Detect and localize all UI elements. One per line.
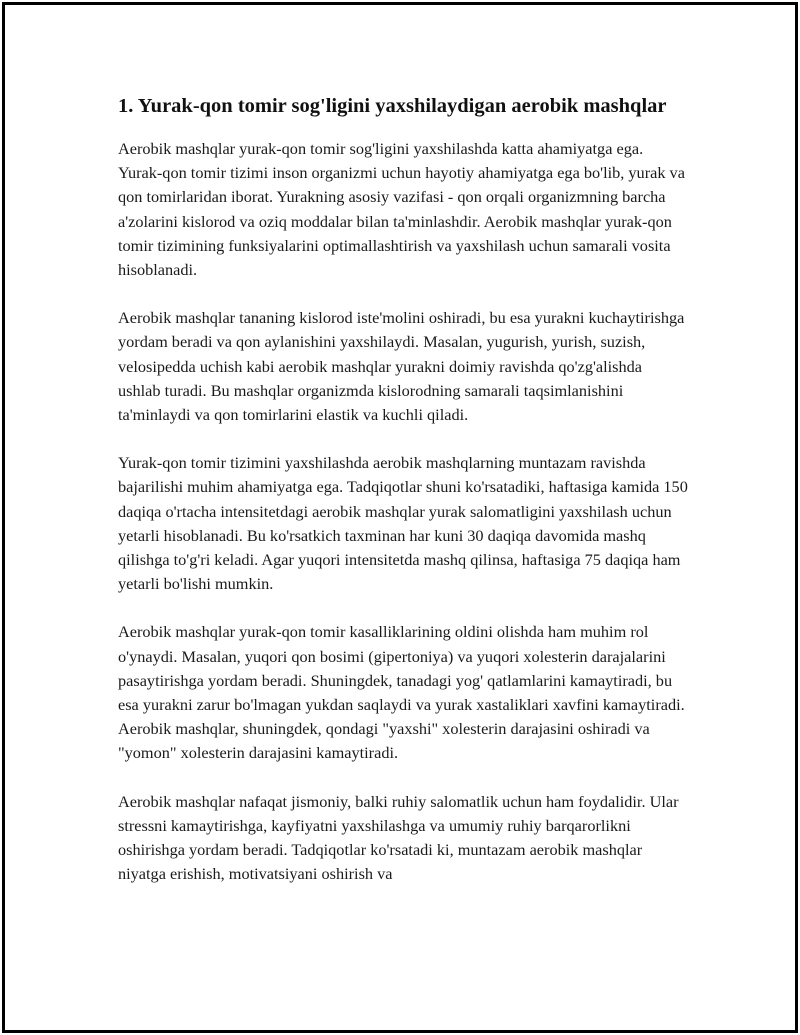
document-body <box>118 93 688 910</box>
paragraph-5: Aerobik mashqlar nafaqat jismoniy, balki ruhiy salomatlik uchun ham foydalidir. Ular stressni kamaytirishga, kayfiyatni yaxshilashga va umumiy ruhiy barqarorlikni oshirishga yordam beradi. Tadqiqotlar ko'rsatadi ki, muntazam aerobik mashqlar niyatga erishish, motivatsiyani oshirish va <box>118 791 679 884</box>
paragraph-2: Aerobik mashqlar tananing kislorod iste'molini oshiradi, bu esa yurakni kuchaytirishga yordam beradi va qon aylanishini yaxshilaydi. Masalan, yugurish, yurish, suzish, velosipedda uchish kabi aerobik mashqlar yurakni doimiy ravishda qo'zg'alishda ushlab turadi. Bu mashqlar organizmda kislorodning samarali taqsimlanishini ta'minlaydi va qon tomirlarini elastik va kuchli qiladi. <box>118 308 685 425</box>
section-heading: 1. Yurak-qon tomir sog'ligini yaxshilaydigan aerobik mashqlar <box>118 95 667 117</box>
paragraph-1: Aerobik mashqlar yurak-qon tomir sog'ligini yaxshilashda katta ahamiyatga ega. Yurak-qon tomir tizimi inson organizmi uchun hayotiy ahamiyatga ega bo'lib, yurak va qon tomirlaridan iborat. Yurakning asosiy vazifasi - qon orqali organizmning barcha a'zolarini kislorod va oziq moddalar bilan ta'minlashdir. Aerobik mashqlar yurak-qon tomir tizimining funksiyalarini optimallashtirish va yaxshilash uchun samarali vosita hisoblanadi. <box>118 139 685 280</box>
paragraph-3: Yurak-qon tomir tizimini yaxshilashda aerobik mashqlarning muntazam ravishda bajarilishi muhim ahamiyatga ega. Tadqiqotlar shuni ko'rsatadiki, haftasiga kamida 150 daqiqa o'rtacha intensitetdagi aerobik mashqlar yurak salomatligini yaxshilash uchun yetarli hisoblanadi. Bu ko'rsatkich taxminan har kuni 30 daqiqa davomida mashq qilishga to'g'ri keladi. Agar yuqori intensitetda mashq qilinsa, haftasiga 75 daqiqa ham yetarli bo'lishi mumkin. <box>118 453 688 594</box>
paragraph-4: Aerobik mashqlar yurak-qon tomir kasalliklarining oldini olishda ham muhim rol o'ynaydi. Masalan, yuqori qon bosimi (gipertoniya) va yuqori xolesterin darajalarini pasaytirishga yordam beradi. Shuningdek, tanadagi yog' qatlamlarini kamaytiradi, bu esa yurakni zarur bo'lmagan yukdan saqlaydi va yurak xastaliklari xavfini kamaytiradi. Aerobik mashqlar, shuningdek, qondagi "yaxshi" xolesterin darajasini oshiradi va "yomon" xolesterin darajasini kamaytiradi. <box>118 622 685 763</box>
